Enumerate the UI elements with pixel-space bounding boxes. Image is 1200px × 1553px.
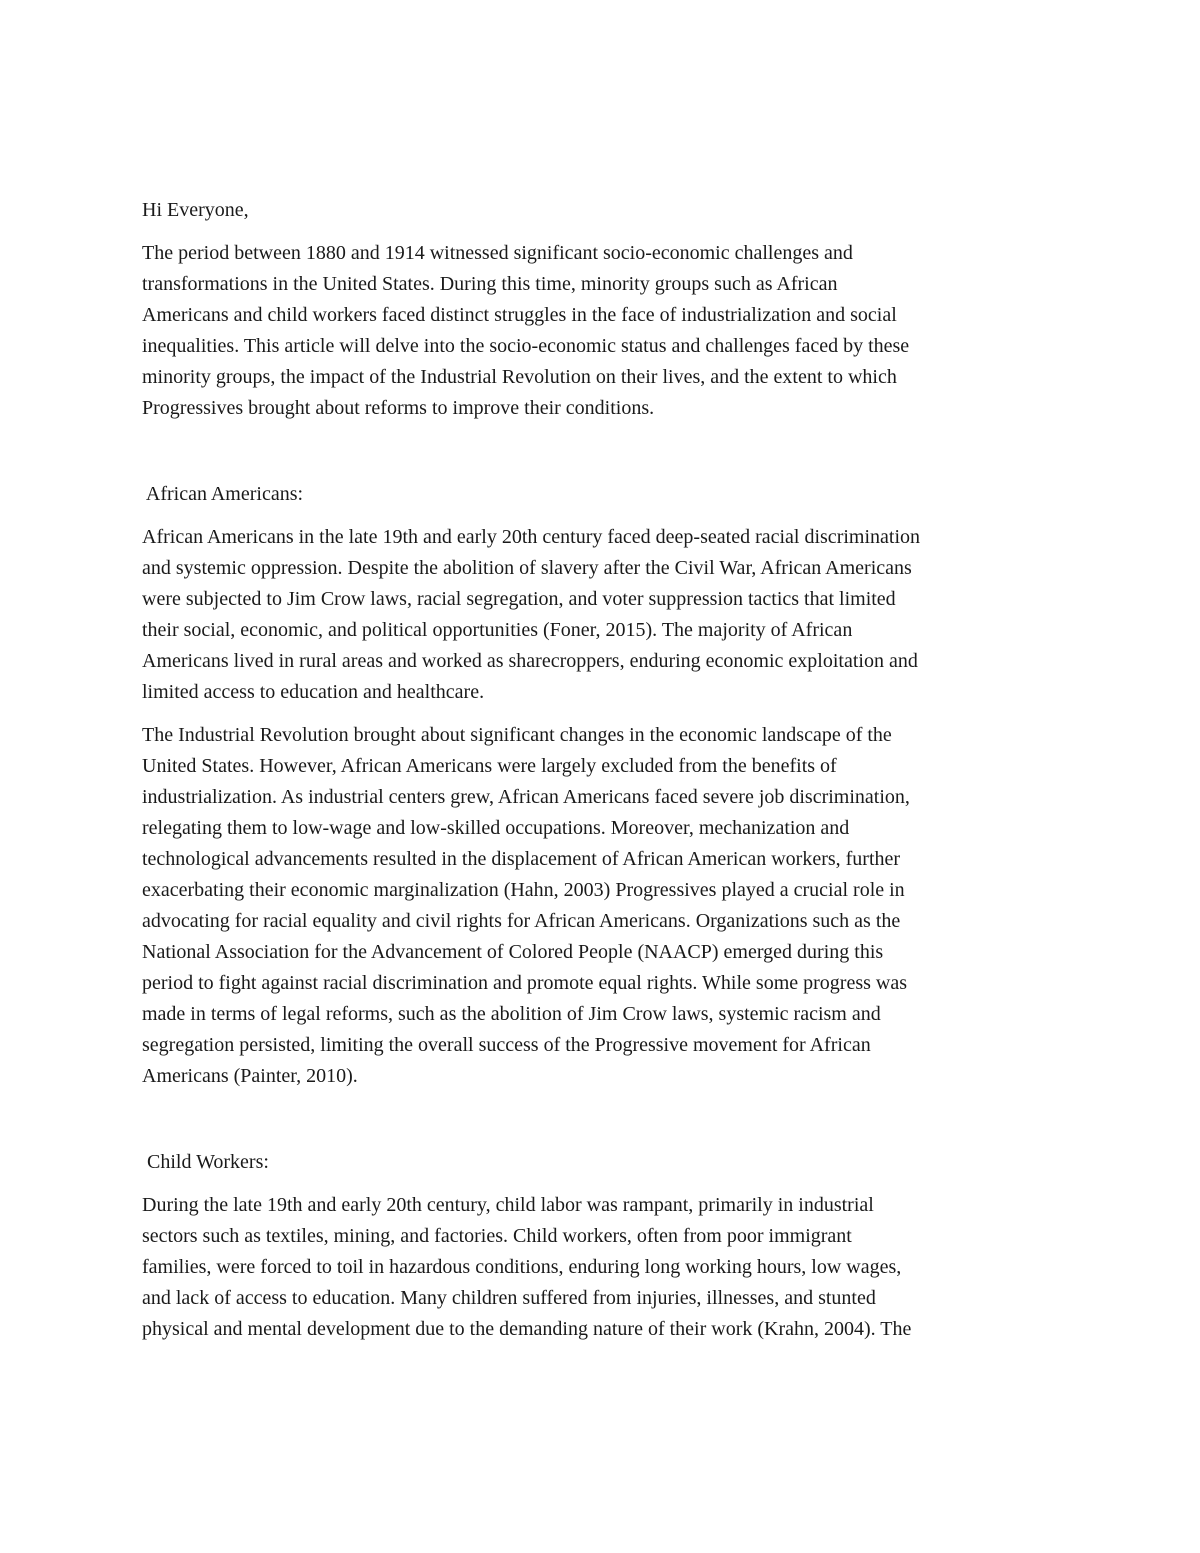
child-workers-paragraph-1 [142, 1190, 1062, 1345]
text-line: The Industrial Revolution brought about significant changes in the economic landscape of the [142, 724, 892, 746]
text-line: minority groups, the impact of the Industrial Revolution on their lives, and the extent to which [142, 366, 897, 388]
text-line: National Association for the Advancement of Colored People (NAACP) emerged during this [142, 941, 884, 963]
text-line: and systemic oppression. Despite the abolition of slavery after the Civil War, African Americans [142, 557, 912, 579]
greeting: Hi Everyone, [142, 199, 249, 221]
text-line: and lack of access to education. Many children suffered from injuries, illnesses, and stunted [142, 1287, 876, 1309]
text-line: technological advancements resulted in the displacement of African American workers, further [142, 848, 901, 870]
text-line: Americans (Painter, 2010). [142, 1065, 358, 1087]
text-line: The period between 1880 and 1914 witnessed significant socio-economic challenges and [142, 242, 853, 264]
text-line: exacerbating their economic marginalization (Hahn, 2003) Progressives played a crucial role in [142, 879, 905, 901]
text-line: transformations in the United States. During this time, minority groups such as African [142, 273, 838, 295]
text-line: made in terms of legal reforms, such as the abolition of Jim Crow laws, systemic racism and [142, 1003, 881, 1025]
text-line: relegating them to low-wage and low-skilled occupations. Moreover, mechanization and [142, 817, 850, 839]
text-line: During the late 19th and early 20th century, child labor was rampant, primarily in industrial [142, 1194, 874, 1216]
section-heading-child-workers: Child Workers: [142, 1151, 269, 1173]
text-line: were subjected to Jim Crow laws, racial segregation, and voter suppression tactics that limited [142, 588, 896, 610]
african-americans-paragraph-1 [142, 522, 1062, 708]
intro-paragraph [142, 238, 1062, 424]
text-line: limited access to education and healthcare. [142, 681, 485, 703]
section-heading-african-americans: African Americans: [142, 483, 304, 505]
text-line: industrialization. As industrial centers grew, African Americans faced severe job discrimination, [142, 786, 910, 808]
text-line: families, were forced to toil in hazardous conditions, enduring long working hours, low wages, [142, 1256, 902, 1278]
text-line: their social, economic, and political opportunities (Foner, 2015). The majority of African [142, 619, 853, 641]
text-line: Americans and child workers faced distinct struggles in the face of industrialization and social [142, 304, 897, 326]
text-line: Americans lived in rural areas and worked as sharecroppers, enduring economic exploitation and [142, 650, 918, 672]
text-line: United States. However, African Americans were largely excluded from the benefits of [142, 755, 837, 777]
text-line: African Americans in the late 19th and early 20th century faced deep-seated racial discrimination [142, 526, 921, 548]
document-body [142, 195, 1062, 1345]
text-line: inequalities. This article will delve into the socio-economic status and challenges faced by these [142, 335, 910, 357]
text-line: segregation persisted, limiting the overall success of the Progressive movement for African [142, 1034, 871, 1056]
text-line: Progressives brought about reforms to improve their conditions. [142, 397, 655, 419]
text-line: sectors such as textiles, mining, and factories. Child workers, often from poor immigrant [142, 1225, 852, 1247]
text-line: period to fight against racial discrimination and promote equal rights. While some progress was [142, 972, 907, 994]
text-line: physical and mental development due to the demanding nature of their work (Krahn, 2004). The [142, 1318, 912, 1340]
african-americans-paragraph-2 [142, 720, 1062, 1092]
text-line: advocating for racial equality and civil rights for African Americans. Organizations such as the [142, 910, 901, 932]
